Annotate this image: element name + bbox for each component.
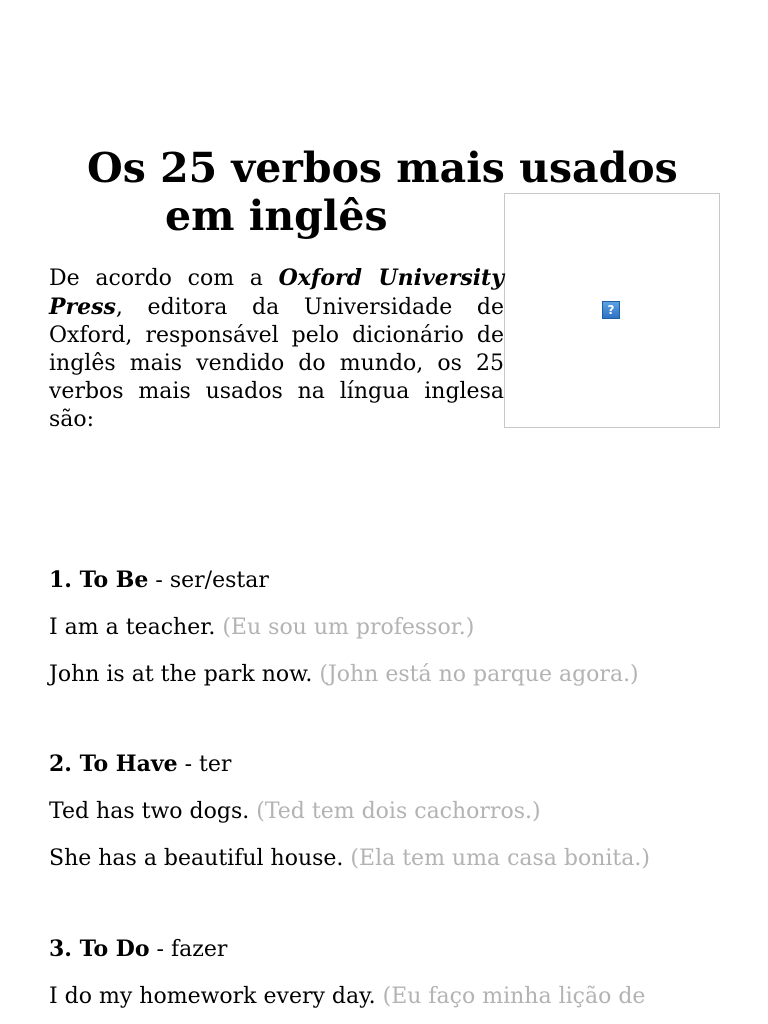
verb-heading — [49, 934, 227, 965]
verb-meaning: - fazer — [149, 937, 228, 962]
example-english: She has a beautiful house. — [49, 846, 351, 871]
example-translation: (Eu faço minha lição de — [382, 984, 646, 1009]
example-sentence — [49, 844, 650, 874]
intro-text-after: , editora da Universidade de Oxford, responsável pelo dicionário de inglês mais vendido do mundo, os 25 verbos mais usados na língua inglesa são: — [49, 295, 504, 432]
publisher-name: Oxford University Press — [49, 265, 505, 320]
example-translation: (Ted tem dois cachorros.) — [256, 799, 541, 824]
example-sentence — [49, 613, 474, 643]
example-sentence — [49, 660, 639, 690]
verb-name: 3. To Do — [49, 936, 150, 962]
example-english: John is at the park now. — [49, 662, 320, 687]
example-sentence — [49, 797, 541, 827]
verb-heading — [49, 749, 231, 780]
example-translation: (Ela tem uma casa bonita.) — [350, 846, 650, 871]
example-english: I do my homework every day. — [49, 984, 383, 1009]
verb-name: 2. To Have — [49, 751, 178, 777]
intro-paragraph — [49, 264, 504, 434]
verb-name: 1. To Be — [49, 567, 149, 593]
example-sentence — [49, 982, 645, 1012]
example-translation: (Eu sou um professor.) — [222, 615, 475, 640]
image-placeholder — [504, 193, 720, 428]
page-title-line-2: em inglês — [165, 192, 388, 240]
intro-text-before: De acordo com a — [49, 266, 279, 291]
page-title-line-1: Os 25 verbos mais usados — [87, 144, 678, 192]
broken-image-question-icon: ? — [602, 301, 620, 319]
example-english: I am a teacher. — [49, 615, 223, 640]
example-english: Ted has two dogs. — [49, 799, 257, 824]
verb-meaning: - ter — [177, 752, 232, 777]
verb-heading — [49, 565, 269, 596]
example-translation: (John está no parque agora.) — [319, 662, 639, 687]
verb-meaning: - ser/estar — [148, 568, 269, 593]
